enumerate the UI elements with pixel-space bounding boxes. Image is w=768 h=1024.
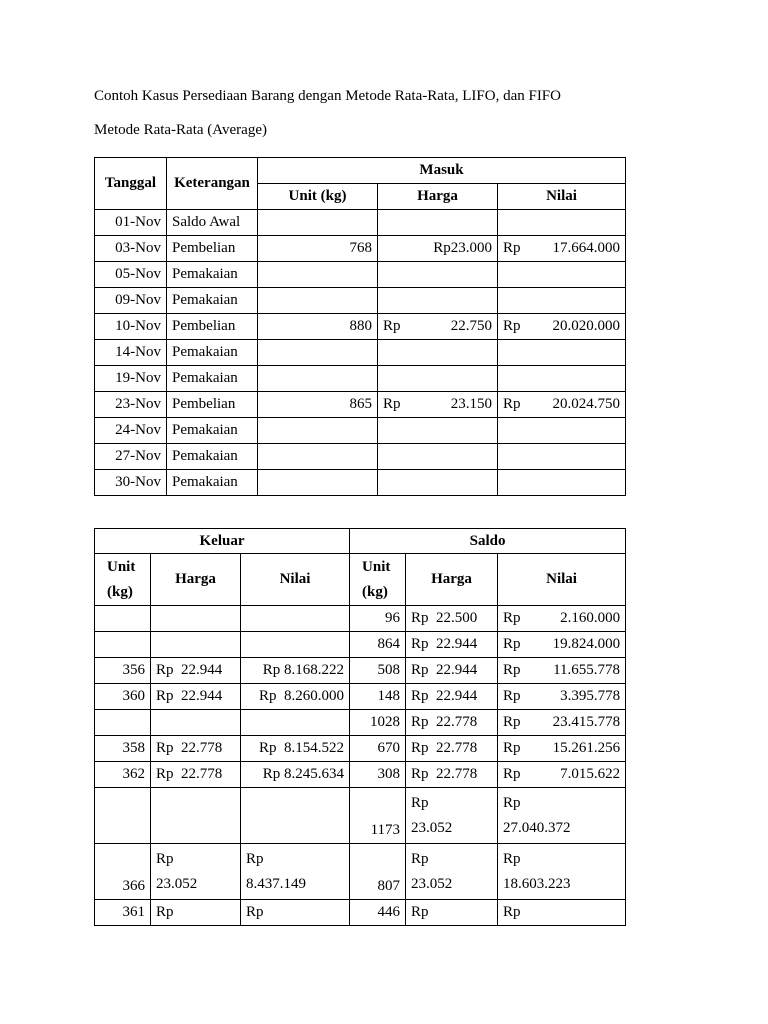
table-row (95, 470, 626, 496)
header-keluar-nilai: Nilai (241, 554, 350, 606)
cell-keterangan: Pemakaian (167, 288, 258, 314)
cell-saldo-nilai-amount: 18.603.223 (503, 875, 571, 892)
table-row (95, 444, 626, 470)
cell-saldo-unit: 308 (350, 762, 406, 788)
cell-unit: 768 (258, 236, 378, 262)
cell-unit (258, 418, 378, 444)
header-saldo: Saldo (350, 529, 626, 554)
cell-keluar-harga: Rp 22.778 (151, 762, 241, 788)
cell-nilai (498, 366, 626, 392)
cell-saldo-unit: 670 (350, 736, 406, 762)
table-row (95, 418, 626, 444)
cell-keluar-harga: Rp 22.944 (151, 658, 241, 684)
cell-tanggal: 30-Nov (95, 470, 167, 496)
cell-keterangan: Saldo Awal (167, 210, 258, 236)
cell-keluar-unit (95, 632, 151, 658)
header-keluar-harga: Harga (151, 554, 241, 606)
cell-saldo-harga: Rp 22.944 (406, 684, 498, 710)
cell-keluar-nilai (241, 606, 350, 632)
cell-keterangan: Pemakaian (167, 340, 258, 366)
cell-harga (378, 340, 498, 366)
cell-keluar-unit: 361 (95, 900, 151, 926)
cell-saldo-nilai-rp: Rp (503, 636, 521, 652)
cell-harga-rp: Rp (383, 396, 401, 412)
cell-nilai-amount: 17.664.000 (552, 240, 621, 256)
cell-keluar-unit (95, 710, 151, 736)
cell-saldo-nilai-rp: Rp (503, 662, 521, 678)
cell-saldo-nilai-rp: Rp (503, 610, 521, 626)
cell-harga (378, 288, 498, 314)
cell-nilai (498, 418, 626, 444)
cell-saldo-nilai (498, 788, 626, 844)
cell-saldo-nilai-amount: 23.415.778 (552, 714, 621, 730)
cell-keluar-harga (151, 632, 241, 658)
cell-nilai-rp: Rp (503, 318, 521, 334)
cell-tanggal: 23-Nov (95, 392, 167, 418)
table-row (95, 710, 626, 736)
cell-saldo-unit: 446 (350, 900, 406, 926)
cell-saldo-unit: 807 (350, 844, 406, 900)
cell-saldo-unit: 96 (350, 606, 406, 632)
cell-saldo-nilai (498, 762, 626, 788)
cell-saldo-nilai-rp: Rp (503, 740, 521, 756)
cell-keluar-nilai (241, 788, 350, 844)
cell-keluar-harga-amount: 23.052 (156, 875, 198, 892)
header-harga: Harga (378, 184, 498, 210)
cell-harga (378, 236, 498, 262)
cell-keluar-unit: 366 (95, 844, 151, 900)
cell-keluar-unit: 360 (95, 684, 151, 710)
cell-keluar-harga: Rp 22.944 (151, 684, 241, 710)
cell-tanggal: 03-Nov (95, 236, 167, 262)
header-nilai: Nilai (498, 184, 626, 210)
cell-nilai-rp: Rp (503, 396, 521, 412)
document-heading: Contoh Kasus Persediaan Barang dengan Metode Rata-Rata, LIFO, dan FIFO (94, 88, 561, 104)
cell-saldo-nilai (498, 606, 626, 632)
cell-nilai (498, 340, 626, 366)
cell-saldo-harga: Rp 22.944 (406, 658, 498, 684)
cell-keterangan: Pemakaian (167, 418, 258, 444)
table-row (95, 632, 626, 658)
table-row (95, 262, 626, 288)
cell-saldo-nilai (498, 736, 626, 762)
table-row (95, 366, 626, 392)
keluar-saldo-table-body (95, 606, 626, 926)
cell-keterangan: Pemakaian (167, 444, 258, 470)
cell-harga-amount: 22.750 (450, 318, 492, 334)
header-saldo-unit-line2: (kg) (362, 583, 388, 600)
cell-keluar-nilai-amount: 8.437.149 (246, 875, 306, 892)
cell-saldo-nilai-amount: 11.655.778 (553, 662, 621, 678)
header-saldo-unit-line1: Unit (362, 558, 391, 575)
cell-saldo-nilai-amount: 27.040.372 (503, 819, 571, 836)
cell-saldo-nilai-rp: Rp (503, 794, 521, 811)
cell-harga (378, 470, 498, 496)
cell-tanggal: 19-Nov (95, 366, 167, 392)
cell-keluar-unit (95, 606, 151, 632)
cell-keluar-unit: 358 (95, 736, 151, 762)
cell-nilai (498, 236, 626, 262)
cell-unit (258, 444, 378, 470)
header-saldo-nilai: Nilai (498, 554, 626, 606)
table-row (95, 288, 626, 314)
table-row (95, 684, 626, 710)
cell-saldo-unit: 508 (350, 658, 406, 684)
cell-keluar-harga (151, 606, 241, 632)
cell-keluar-nilai: Rp 8.245.634 (241, 762, 350, 788)
cell-tanggal: 09-Nov (95, 288, 167, 314)
cell-saldo-nilai (498, 658, 626, 684)
table-row (95, 788, 626, 844)
cell-saldo-harga-amount: 23.052 (411, 819, 453, 836)
cell-keluar-harga (151, 844, 241, 900)
cell-nilai-amount: 20.024.750 (552, 396, 621, 412)
cell-keterangan: Pemakaian (167, 366, 258, 392)
cell-unit (258, 210, 378, 236)
header-saldo-unit (350, 554, 406, 606)
header-keterangan: Keterangan (167, 158, 258, 210)
cell-saldo-harga: Rp 22.500 (406, 606, 498, 632)
cell-saldo-harga: Rp 22.944 (406, 632, 498, 658)
cell-harga (378, 314, 498, 340)
cell-keluar-harga (151, 788, 241, 844)
table-row (95, 314, 626, 340)
cell-saldo-harga-rp: Rp (411, 794, 429, 811)
table-row (95, 762, 626, 788)
cell-nilai (498, 288, 626, 314)
header-keluar-unit (95, 554, 151, 606)
table-row (95, 392, 626, 418)
cell-keluar-unit: 356 (95, 658, 151, 684)
cell-harga (378, 418, 498, 444)
cell-unit (258, 288, 378, 314)
cell-saldo-harga (406, 788, 498, 844)
cell-keluar-unit (95, 788, 151, 844)
cell-saldo-nilai (498, 684, 626, 710)
cell-saldo-nilai-amount: 3.395.778 (560, 688, 621, 704)
cell-saldo-nilai-rp: Rp (503, 850, 521, 867)
cell-tanggal: 01-Nov (95, 210, 167, 236)
header-saldo-harga: Harga (406, 554, 498, 606)
cell-saldo-nilai-rp: Rp (503, 714, 521, 730)
cell-tanggal: 27-Nov (95, 444, 167, 470)
cell-nilai (498, 444, 626, 470)
cell-harga (378, 210, 498, 236)
cell-saldo-nilai (498, 710, 626, 736)
cell-saldo-unit: 864 (350, 632, 406, 658)
cell-keluar-nilai (241, 632, 350, 658)
cell-saldo-unit: 1028 (350, 710, 406, 736)
cell-unit (258, 340, 378, 366)
cell-saldo-nilai-rp: Rp (503, 766, 521, 782)
cell-saldo-harga: Rp 22.778 (406, 736, 498, 762)
cell-harga (378, 366, 498, 392)
cell-keluar-nilai: Rp (241, 900, 350, 926)
cell-keluar-nilai (241, 710, 350, 736)
cell-keluar-unit: 362 (95, 762, 151, 788)
table-row (95, 900, 626, 926)
cell-tanggal: 14-Nov (95, 340, 167, 366)
cell-nilai (498, 262, 626, 288)
cell-saldo-nilai (498, 844, 626, 900)
cell-saldo-nilai-rp: Rp (503, 688, 521, 704)
cell-keluar-harga: Rp 22.778 (151, 736, 241, 762)
cell-saldo-harga: Rp 22.778 (406, 762, 498, 788)
cell-harga (378, 262, 498, 288)
cell-unit: 865 (258, 392, 378, 418)
cell-keluar-nilai: Rp 8.260.000 (241, 684, 350, 710)
table-row (95, 658, 626, 684)
method-subheading: Metode Rata-Rata (Average) (94, 122, 267, 138)
keluar-saldo-table (94, 528, 626, 926)
cell-saldo-unit: 148 (350, 684, 406, 710)
cell-saldo-harga (406, 844, 498, 900)
cell-saldo-harga: Rp 22.778 (406, 710, 498, 736)
cell-keterangan: Pemakaian (167, 262, 258, 288)
table-row (95, 236, 626, 262)
cell-harga (378, 444, 498, 470)
cell-saldo-nilai-amount: 15.261.256 (552, 740, 621, 756)
cell-saldo-harga-amount: 23.052 (411, 875, 453, 892)
table-row (95, 736, 626, 762)
cell-harga-amount: 23.150 (450, 396, 492, 412)
cell-saldo-nilai (498, 632, 626, 658)
cell-keterangan: Pembelian (167, 392, 258, 418)
cell-nilai (498, 314, 626, 340)
cell-nilai (498, 210, 626, 236)
cell-keluar-nilai-rp: Rp (246, 850, 264, 867)
header-keluar: Keluar (95, 529, 350, 554)
cell-saldo-unit: 1173 (350, 788, 406, 844)
cell-nilai-rp: Rp (503, 240, 521, 256)
cell-keluar-harga (151, 710, 241, 736)
cell-saldo-nilai-amount: 7.015.622 (560, 766, 621, 782)
table-row (95, 210, 626, 236)
cell-keluar-nilai: Rp 8.154.522 (241, 736, 350, 762)
header-tanggal: Tanggal (95, 158, 167, 210)
cell-saldo-nilai: Rp (498, 900, 626, 926)
cell-tanggal: 24-Nov (95, 418, 167, 444)
cell-saldo-nilai-amount: 19.824.000 (552, 636, 621, 652)
cell-tanggal: 05-Nov (95, 262, 167, 288)
cell-unit (258, 366, 378, 392)
header-unit: Unit (kg) (258, 184, 378, 210)
cell-keluar-harga-rp: Rp (156, 850, 174, 867)
cell-keterangan: Pembelian (167, 314, 258, 340)
cell-keterangan: Pembelian (167, 236, 258, 262)
table-row (95, 844, 626, 900)
cell-nilai (498, 392, 626, 418)
header-masuk: Masuk (258, 158, 626, 184)
cell-keluar-nilai: Rp 8.168.222 (241, 658, 350, 684)
table-row (95, 340, 626, 366)
header-keluar-unit-line2: (kg) (107, 583, 133, 600)
cell-harga-rp: Rp (383, 318, 401, 334)
cell-saldo-harga: Rp (406, 900, 498, 926)
header-keluar-unit-line1: Unit (107, 558, 136, 575)
cell-saldo-harga-rp: Rp (411, 850, 429, 867)
cell-unit (258, 470, 378, 496)
masuk-table-body (95, 210, 626, 496)
cell-nilai-amount: 20.020.000 (552, 318, 621, 334)
cell-tanggal: 10-Nov (95, 314, 167, 340)
cell-unit (258, 262, 378, 288)
cell-saldo-nilai-amount: 2.160.000 (560, 610, 621, 626)
cell-harga-amount: Rp23.000 (433, 240, 492, 256)
cell-keterangan: Pemakaian (167, 470, 258, 496)
cell-keluar-nilai (241, 844, 350, 900)
cell-unit: 880 (258, 314, 378, 340)
cell-nilai (498, 470, 626, 496)
table-row (95, 606, 626, 632)
masuk-table (94, 157, 626, 496)
cell-keluar-harga: Rp (151, 900, 241, 926)
cell-harga (378, 392, 498, 418)
